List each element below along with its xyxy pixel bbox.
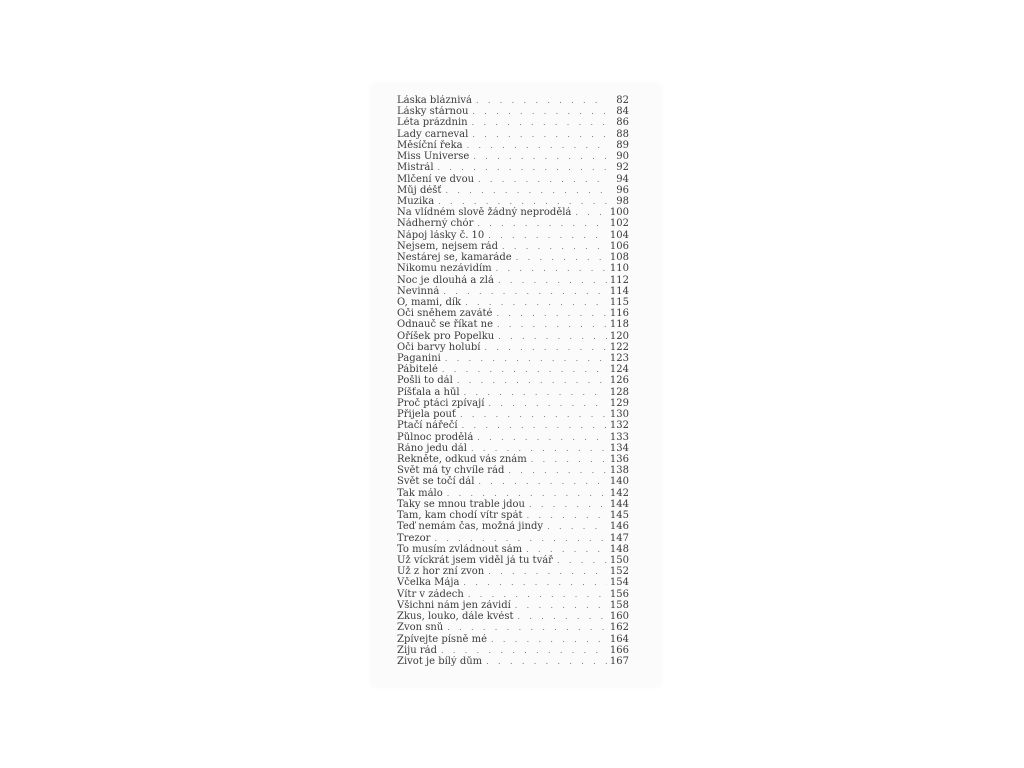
toc-entry	[397, 263, 629, 274]
toc-entry-page-number: 136	[609, 454, 629, 465]
toc-dot-leader	[473, 151, 607, 162]
toc-dot-leader	[447, 488, 607, 499]
toc-dot-leader	[472, 117, 607, 128]
toc-entry-title: Včelka Mája	[397, 577, 460, 589]
toc-dot-leader	[527, 510, 607, 521]
toc-entry	[397, 645, 629, 656]
toc-dot-leader	[472, 129, 607, 140]
toc-entry-title: Vítr v zádech	[397, 588, 464, 600]
toc-entry-title: Můj déšť	[397, 184, 442, 196]
toc-entry-title: Nestárej se, kamaráde	[397, 252, 512, 264]
toc-dot-leader	[496, 308, 607, 319]
toc-entry-title: Žiju rád	[397, 644, 438, 656]
toc-entry-title: Nádherný chór	[397, 218, 474, 230]
toc-entry-title: Ptačí nářečí	[397, 420, 458, 432]
toc-entry-page-number: 94	[616, 173, 629, 185]
toc-entry-page-number: 128	[609, 386, 629, 398]
toc-entry-page-number: 134	[609, 442, 629, 454]
toc-entry-title: Pošli to dál	[397, 375, 453, 387]
toc-dot-leader	[557, 555, 607, 566]
toc-entry	[397, 252, 629, 263]
toc-entry-page-number: 146	[609, 521, 629, 533]
toc-entry-page-number: 129	[609, 397, 629, 409]
toc-entry-page-number: 142	[609, 487, 629, 499]
toc-entry	[397, 174, 629, 185]
toc-dot-leader	[502, 241, 607, 252]
toc-dot-leader	[472, 106, 607, 117]
toc-entry-title: Všichni nám jen závidí	[397, 599, 511, 611]
toc-entry-title: Nikomu nezávidím	[397, 263, 492, 275]
toc-entry-page-number: 150	[609, 554, 629, 566]
toc-entry-page-number: 158	[609, 599, 629, 611]
toc-dot-leader	[526, 544, 607, 555]
toc-entry	[397, 589, 629, 600]
toc-entry-title: Nejsem, nejsem rád	[397, 240, 498, 252]
toc-dot-leader	[463, 577, 607, 588]
toc-entry-title: Ó, mami, dík	[397, 296, 462, 308]
toc-entry-page-number: 88	[616, 128, 629, 140]
toc-entry	[397, 521, 629, 532]
toc-dot-leader	[478, 174, 607, 185]
toc-entry	[397, 95, 629, 106]
toc-entry	[397, 185, 629, 196]
toc-entry	[397, 297, 629, 308]
toc-entry-page-number: 138	[609, 465, 629, 477]
toc-entry-title: Lady carneval	[397, 128, 469, 140]
toc-dot-leader	[464, 387, 607, 398]
toc-entry-page-number: 156	[609, 588, 629, 600]
toc-entry-page-number: 116	[609, 308, 629, 320]
toc-entry-title: Už z hor zní zvon	[397, 566, 485, 578]
toc-entry	[397, 364, 629, 375]
toc-entry-page-number: 90	[616, 151, 629, 163]
toc-entry-page-number: 98	[616, 195, 629, 207]
toc-entry-title: Svět se točí dál	[397, 476, 475, 488]
toc-entry-title: Na vlídném slově žádný neprodělá	[397, 207, 572, 219]
toc-entry-page-number: 144	[609, 498, 629, 510]
toc-entry-title: Píšťala a hůl	[397, 386, 460, 398]
toc-dot-leader	[442, 364, 607, 375]
toc-entry	[397, 218, 629, 229]
toc-entry-title: Půlnoc prodělá	[397, 431, 474, 443]
toc-dot-leader	[471, 443, 607, 454]
toc-entry-page-number: 154	[609, 577, 629, 589]
toc-entry-page-number: 104	[609, 229, 629, 241]
toc-entry	[397, 319, 629, 330]
toc-entry	[397, 499, 629, 510]
toc-entry-page-number: 102	[609, 218, 629, 230]
toc-entry-page-number: 118	[609, 319, 629, 331]
toc-entry	[397, 544, 629, 555]
toc-entry-page-number: 100	[609, 207, 629, 219]
toc-entry-title: Přijela pouť	[397, 409, 456, 421]
toc-entry-page-number: 114	[609, 285, 629, 297]
toc-entry	[397, 432, 629, 443]
toc-entry	[397, 162, 629, 173]
toc-dot-leader	[447, 622, 607, 633]
toc-entry-page-number: 110	[609, 263, 629, 275]
toc-entry	[397, 387, 629, 398]
toc-entry-title: Nápoj lásky č. 10	[397, 229, 485, 241]
toc-entry-page-number: 130	[609, 409, 629, 421]
toc-dot-leader	[515, 600, 607, 611]
toc-dot-leader	[488, 398, 607, 409]
toc-entry	[397, 308, 629, 319]
toc-entry	[397, 140, 629, 151]
toc-entry	[397, 577, 629, 588]
toc-entry-page-number: 140	[609, 476, 629, 488]
toc-entry	[397, 443, 629, 454]
toc-dot-leader	[488, 566, 607, 577]
toc-dot-leader	[517, 611, 607, 622]
toc-dot-leader	[462, 420, 607, 431]
toc-dot-leader	[457, 375, 607, 386]
toc-entry	[397, 129, 629, 140]
toc-dot-leader	[438, 162, 607, 173]
toc-dot-leader	[508, 465, 607, 476]
toc-entry-page-number: 120	[609, 330, 629, 342]
toc-entry-page-number: 92	[616, 162, 629, 174]
toc-dot-leader	[496, 263, 607, 274]
toc-entry-title: Odnauč se říkat ne	[397, 319, 494, 331]
toc-dot-leader	[547, 521, 607, 532]
toc-entry-page-number: 162	[609, 622, 629, 634]
toc-entry	[397, 375, 629, 386]
toc-entry-page-number: 126	[609, 375, 629, 387]
toc-dot-leader	[478, 476, 607, 487]
toc-entry-title: Paganini	[397, 353, 441, 365]
toc-entry	[397, 566, 629, 577]
toc-entry-page-number: 86	[616, 117, 629, 129]
toc-entry-page-number: 166	[609, 644, 629, 656]
toc-dot-leader	[488, 230, 607, 241]
toc-dot-leader	[465, 297, 607, 308]
toc-entry	[397, 488, 629, 499]
toc-entry	[397, 353, 629, 364]
toc-dot-leader	[438, 196, 607, 207]
toc-entry	[397, 196, 629, 207]
toc-entry-title: Muzika	[397, 195, 435, 207]
toc-entry-title: Svět má ty chvíle rád	[397, 465, 505, 477]
toc-entry-page-number: 152	[609, 566, 629, 578]
toc-entry-page-number: 124	[609, 364, 629, 376]
toc-entry-page-number: 108	[609, 252, 629, 264]
toc-entry-title: Miss Universe	[397, 151, 470, 163]
toc-dot-leader	[445, 353, 607, 364]
toc-entry-title: Proč ptáci zpívají	[397, 397, 485, 409]
toc-entry	[397, 533, 629, 544]
toc-entry-page-number: 147	[609, 532, 629, 544]
toc-entry	[397, 151, 629, 162]
toc-entry	[397, 117, 629, 128]
toc-entry-page-number: 84	[616, 106, 629, 118]
toc-entry	[397, 275, 629, 286]
toc-entry-page-number: 164	[609, 633, 629, 645]
toc-entry-page-number: 89	[616, 139, 629, 151]
toc-entry	[397, 656, 629, 667]
toc-entry	[397, 555, 629, 566]
toc-entry	[397, 342, 629, 353]
toc-entry	[397, 106, 629, 117]
toc-entry-title: Oči barvy holubí	[397, 341, 481, 353]
toc-entry-title: Trezor	[397, 532, 431, 544]
toc-entry	[397, 622, 629, 633]
toc-entry	[397, 476, 629, 487]
toc-entry-page-number: 106	[609, 240, 629, 252]
toc-entry-page-number: 115	[609, 296, 629, 308]
toc-entry-title: To musím zvládnout sám	[397, 543, 523, 555]
toc-entry	[397, 634, 629, 645]
toc-entry-title: Zpívejte písně mé	[397, 633, 487, 645]
toc-entry	[397, 454, 629, 465]
toc-entry	[397, 600, 629, 611]
toc-entry-title: Oříšek pro Popelku	[397, 330, 495, 342]
toc-entry-page-number: 133	[609, 431, 629, 443]
toc-entry-title: Pábitelé	[397, 364, 438, 376]
toc-entry	[397, 510, 629, 521]
toc-dot-leader	[434, 533, 607, 544]
toc-entry-title: Už víckrát jsem viděl já tu tvář	[397, 554, 553, 566]
toc-dot-leader	[529, 499, 607, 510]
toc-dot-leader	[575, 207, 607, 218]
toc-dot-leader	[498, 275, 607, 286]
toc-entry	[397, 331, 629, 342]
toc-dot-leader	[485, 342, 608, 353]
toc-entry-title: Mistrál	[397, 162, 434, 174]
toc-entry-title: Mlčení ve dvou	[397, 173, 475, 185]
toc-dot-leader	[486, 656, 607, 667]
toc-dot-leader	[516, 252, 607, 263]
toc-entry-title: Život je bílý dům	[397, 655, 483, 667]
toc-entry	[397, 420, 629, 431]
toc-entry	[397, 207, 629, 218]
toc-entry	[397, 230, 629, 241]
toc-entry	[397, 241, 629, 252]
toc-entry-page-number: 112	[609, 274, 629, 286]
toc-entry-title: Zkus, louko, dále kvést	[397, 611, 514, 623]
toc-entry-title: Tak málo	[397, 487, 443, 499]
toc-dot-leader	[497, 319, 607, 330]
toc-entry-title: Láska bláznivá	[397, 95, 473, 106]
toc-dot-leader	[443, 286, 607, 297]
toc-dot-leader	[498, 331, 607, 342]
toc-entry-page-number: 167	[609, 655, 629, 667]
toc-entry-title: Taky se mnou trable jdou	[397, 498, 525, 510]
toc-entry-title: Teď nemám čas, možná jindy	[397, 521, 544, 533]
toc-dot-leader	[441, 645, 607, 656]
toc-entry-title: Řekněte, odkud vás znám	[397, 454, 527, 465]
toc-dot-leader	[460, 409, 607, 420]
toc-dot-leader	[477, 218, 607, 229]
toc-entry-page-number: 145	[609, 510, 629, 522]
toc-entry	[397, 611, 629, 622]
toc-entry-title: Léta prázdnin	[397, 117, 468, 129]
toc-dot-leader	[477, 432, 607, 443]
toc-entry	[397, 409, 629, 420]
table-of-contents	[397, 95, 629, 667]
toc-dot-leader	[531, 454, 607, 465]
toc-entry-title: Nevinná	[397, 285, 440, 297]
toc-entry-page-number: 132	[609, 420, 629, 432]
toc-entry	[397, 465, 629, 476]
toc-entry-page-number: 123	[609, 353, 629, 365]
toc-dot-leader	[445, 185, 607, 196]
toc-entry-title: Ráno jedu dál	[397, 442, 467, 454]
toc-entry-title: Tam, kam chodí vítr spát	[397, 510, 523, 522]
toc-dot-leader	[467, 140, 607, 151]
toc-entry-page-number: 122	[609, 341, 629, 353]
toc-entry-page-number: 96	[616, 184, 629, 196]
toc-dot-leader	[468, 589, 607, 600]
toc-entry-title: Zvon snů	[397, 622, 444, 634]
toc-entry-title: Lásky stárnou	[397, 106, 469, 118]
toc-entry-page-number: 82	[616, 95, 629, 106]
toc-entry-title: Měsíční řeka	[397, 139, 463, 151]
toc-entry	[397, 398, 629, 409]
toc-dot-leader	[476, 95, 607, 106]
toc-entry-title: Oči sněhem zaváté	[397, 308, 493, 320]
toc-entry-page-number: 148	[609, 543, 629, 555]
toc-dot-leader	[491, 634, 607, 645]
toc-entry-title: Noc je dlouhá a zlá	[397, 274, 494, 286]
toc-entry-page-number: 160	[609, 611, 629, 623]
toc-entry	[397, 286, 629, 297]
